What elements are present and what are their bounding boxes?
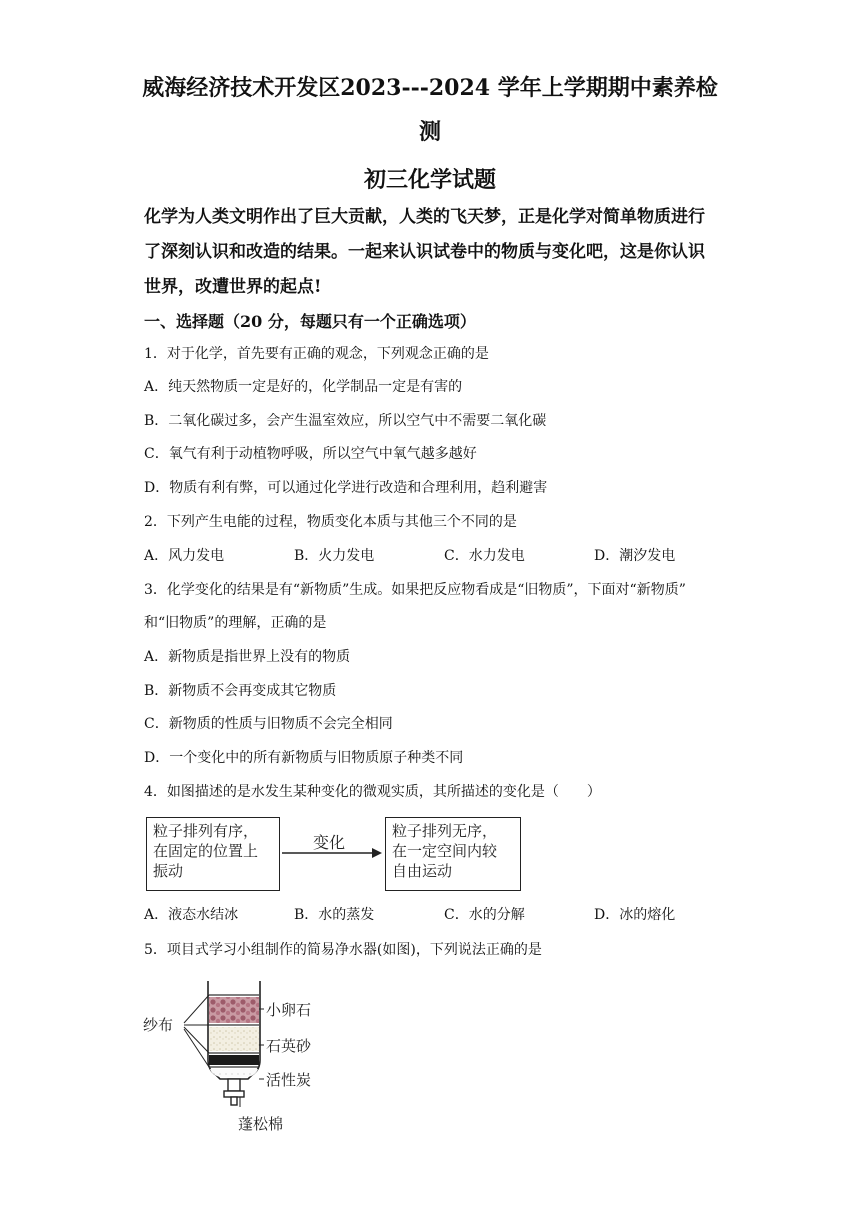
q3-option-d: D．一个变化中的所有新物质与旧物质原子种类不同 (144, 750, 464, 766)
q3-stem-line1: 3．化学变化的结果是有“新物质”生成。如果把反应物看成是“旧物质”，下面对“新物质” (144, 582, 686, 598)
section-heading: 一、选择题（20 分，每题只有一个正确选项） (144, 312, 476, 331)
q1-option-d: D．物质有利有弊，可以通过化学进行改造和合理利用，趋利避害 (144, 480, 548, 496)
q4-left-box-line3: 振动 (153, 862, 184, 880)
q1-option-a: A．纯天然物质一定是好的，化学制品一定是有害的 (144, 379, 463, 395)
q1-option-b: B．二氧化碳过多，会产生温室效应，所以空气中不需要二氧化碳 (144, 413, 547, 429)
q5-stem: 5．项目式学习小组制作的简易净水器(如图)，下列说法正确的是 (144, 942, 542, 958)
q2-option-b: B．火力发电 (294, 548, 375, 564)
intro-line1: 化学为人类文明作出了巨大贡献，人类的飞天梦，正是化学对简单物质进行 (144, 207, 705, 227)
label-quartz-sand: 石英砂 (266, 1037, 312, 1055)
q4-option-c: C．水的分解 (444, 907, 525, 923)
q2-option-c: C．水力发电 (444, 548, 525, 564)
q2-option-a: A．风力发电 (144, 548, 225, 564)
q2-stem: 2．下列产生电能的过程，物质变化本质与其他三个不同的是 (144, 514, 517, 530)
q2-option-d: D．潮汐发电 (594, 548, 676, 564)
q4-arrow-icon (282, 846, 384, 860)
q1-option-c: C．氧气有利于动植物呼吸，所以空气中氧气越多越好 (144, 446, 477, 462)
q4-right-box-line1: 粒子排列无序， (392, 822, 498, 840)
q4-option-b: B．水的蒸发 (294, 907, 375, 923)
label-activated-carbon: 活性炭 (266, 1071, 312, 1089)
q4-stem: 4．如图描述的是水发生某种变化的微观实质，其所描述的变化是（ ） (144, 784, 601, 800)
label-cotton: 蓬松棉 (238, 1115, 284, 1133)
q4-right-box-line2: 在一定空间内较 (392, 842, 498, 860)
q4-right-box-line3: 自由运动 (392, 862, 453, 880)
label-pebbles: 小卵石 (266, 1001, 312, 1019)
q4-left-box-line1: 粒子排列有序， (153, 822, 259, 840)
exam-title-line1: 威海经济技术开发区2023---2024 学年上学期期中素养检 (142, 75, 718, 101)
intro-line3: 世界，改遭世界的起点! (144, 277, 322, 297)
q4-left-box-line2: 在固定的位置上 (153, 842, 259, 860)
q4-option-a: A．液态水结冰 (144, 907, 239, 923)
label-gauze: 纱布 (143, 1016, 174, 1034)
exam-title-line2: 测 (418, 119, 441, 145)
q3-option-b: B．新物质不会再变成其它物质 (144, 683, 337, 699)
q1-stem: 1．对于化学，首先要有正确的观念，下列观念正确的是 (144, 346, 489, 362)
intro-line2: 了深刻认识和改造的结果。一起来认识试卷中的物质与变化吧，这是你认识 (144, 242, 705, 262)
q4-arrow-label: 变化 (313, 833, 346, 852)
q3-option-a: A．新物质是指世界上没有的物质 (144, 649, 351, 665)
q3-stem-line2: 和“旧物质”的理解，正确的是 (144, 615, 327, 631)
exam-subtitle: 初三化学试题 (363, 167, 496, 193)
q3-option-c: C．新物质的性质与旧物质不会完全相同 (144, 716, 393, 732)
q4-right-box (385, 817, 521, 891)
q4-option-d: D．冰的熔化 (594, 907, 676, 923)
q4-left-box (146, 817, 280, 891)
